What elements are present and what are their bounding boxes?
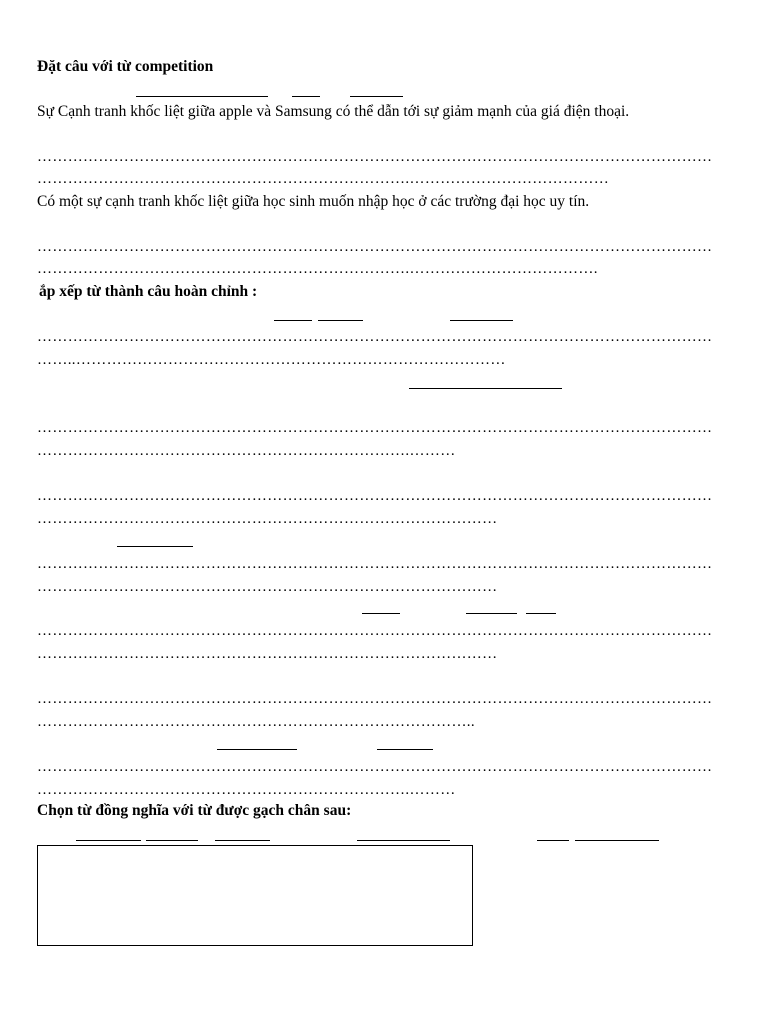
answer-line[interactable]: ……………………………………………………………………………………………………………………	[37, 329, 713, 345]
blank-underline	[292, 96, 320, 97]
answer-line[interactable]: ……………………………………………………………….………	[37, 782, 456, 798]
answer-line[interactable]: ……………………………………………………………….…………………………………	[37, 171, 610, 187]
answer-line[interactable]: ………………………………………………………………………………	[37, 646, 498, 662]
section-title-arrange: ắp xếp từ thành câu hoàn chỉnh :	[39, 283, 258, 300]
blank-underline	[76, 840, 141, 841]
answer-line[interactable]: ……………………………………………………………………………………………………………………	[37, 623, 713, 639]
blank-underline	[136, 96, 268, 97]
answer-line[interactable]: ……………………………………………………………………………………………………………………	[37, 759, 713, 775]
blank-underline	[117, 546, 193, 547]
example-sentence-2: Có một sự cạnh tranh khốc liệt giữa học sinh muốn nhập học ở các trường đại học uy tín.	[37, 193, 590, 210]
blank-underline	[274, 320, 312, 321]
blank-underline	[466, 613, 517, 614]
blank-underline	[318, 320, 363, 321]
blank-underline	[350, 96, 403, 97]
answer-line[interactable]: …………………………………………………………………………..	[37, 714, 475, 730]
blank-underline	[377, 749, 433, 750]
answer-line[interactable]: ……………………………………………………………………………………………………………………	[37, 556, 713, 572]
blank-underline	[526, 613, 556, 614]
answer-line[interactable]: ……………………………………………………………………………………………………………………	[37, 149, 713, 165]
blank-underline	[409, 388, 562, 389]
blank-underline	[575, 840, 659, 841]
blank-underline	[362, 613, 400, 614]
blank-underline	[357, 840, 450, 841]
answer-box[interactable]	[37, 845, 473, 946]
blank-underline	[215, 840, 270, 841]
blank-underline	[537, 840, 569, 841]
answer-line[interactable]: ……………………………………………………………………………………………………………………	[37, 691, 713, 707]
blank-underline	[146, 840, 198, 841]
answer-line[interactable]: ………………………………………………………………………………	[37, 579, 498, 595]
answer-line[interactable]: ……..…………………………………………………………………………	[37, 352, 506, 368]
section-title-make-sentence: Đặt câu với từ competition	[37, 58, 214, 75]
answer-line[interactable]: ……………………………………………………………………………………………………………………	[37, 488, 713, 504]
answer-line[interactable]: ……………………………………………………………….……………………………….	[37, 261, 598, 277]
answer-line[interactable]: ……………………………………………………………….………	[37, 443, 456, 459]
blank-underline	[450, 320, 513, 321]
answer-line[interactable]: ……………………………………………………………………………………………………………………	[37, 420, 713, 436]
answer-line[interactable]: ……………………………………………………………………………………………………………………	[37, 239, 713, 255]
example-sentence-1: Sự Cạnh tranh khốc liệt giữa apple và Samsung có thể dẫn tới sự giảm mạnh của giá điện thoại.	[37, 103, 630, 120]
section-title-synonyms: Chọn từ đồng nghĩa với từ được gạch chân sau:	[37, 802, 352, 819]
blank-underline	[217, 749, 297, 750]
answer-line[interactable]: ………………………………………………………………………………	[37, 511, 498, 527]
